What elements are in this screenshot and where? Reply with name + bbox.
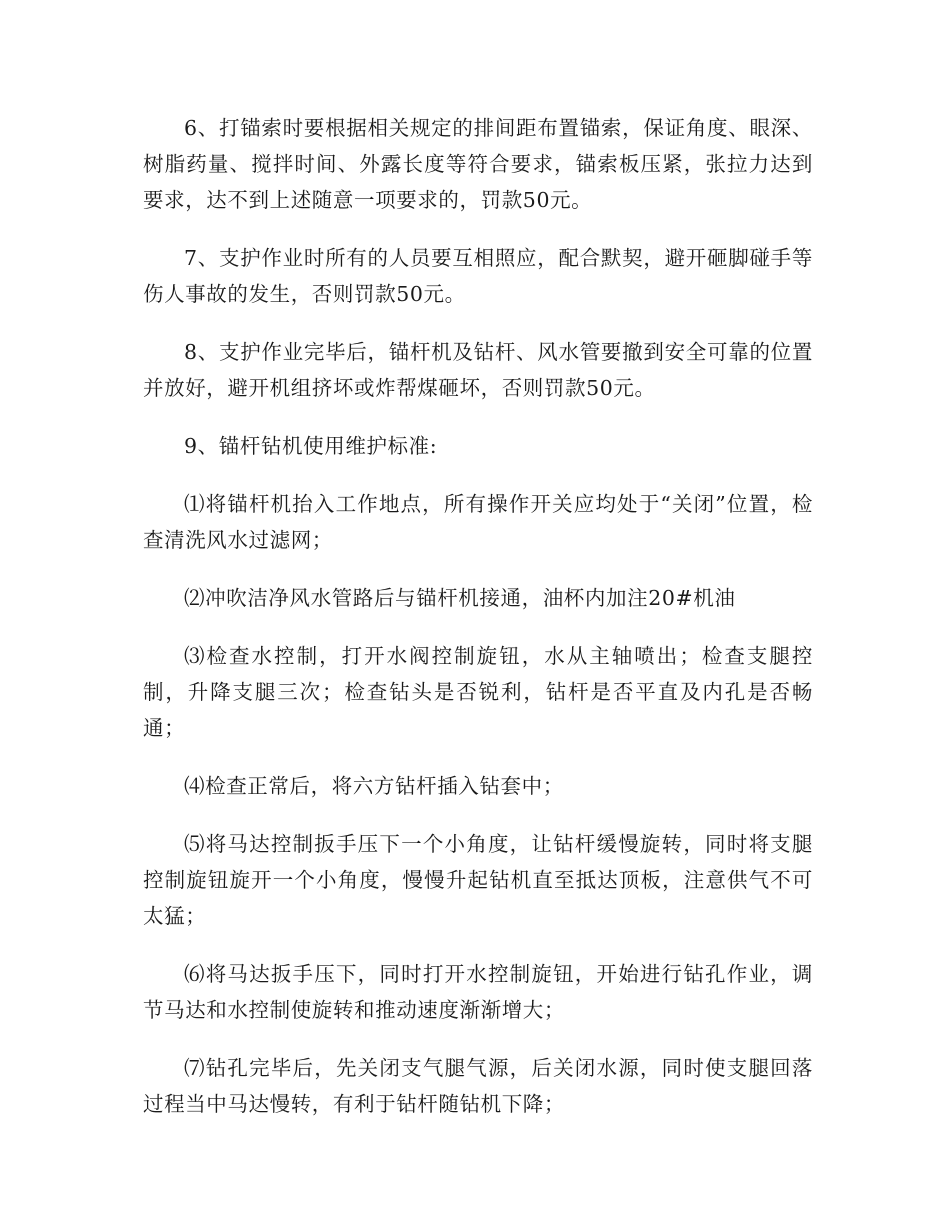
paragraph-step-7: ⑺钻孔完毕后，先关闭支气腿气源，后关闭水源，同时使支腿回落过程当中马达慢转，有利于钻杆随钻机下降； — [143, 1056, 813, 1116]
document-body — [143, 110, 813, 1144]
paragraph-step-4: ⑷检查正常后，将六方钻杆插入钻套中； — [184, 774, 564, 798]
paragraph-item-6: 6、打锚索时要根据相关规定的排间距布置锚索，保证角度、眼深、树脂药量、搅拌时间、外露长度等符合要求，锚索板压紧，张拉力达到要求，达不到上述随意一项要求的，罚款50元。 — [143, 116, 813, 212]
paragraph-step-5: ⑸将马达控制扳手压下一个小角度，让钻杆缓慢旋转，同时将支腿控制旋钮旋开一个小角度，慢慢升起钻机直至抵达顶板，注意供气不可太猛； — [143, 832, 813, 928]
paragraph-item-8: 8、支护作业完毕后，锚杆机及钻杆、风水管要撤到安全可靠的位置并放好，避开机组挤坏或炸帮煤砸坏，否则罚款50元。 — [143, 340, 813, 400]
paragraph-step-3: ⑶检查水控制，打开水阀控制旋钮，水从主轴喷出；检查支腿控制，升降支腿三次；检查钻头是否锐利，钻杆是否平直及内孔是否畅通； — [143, 644, 813, 740]
paragraph-step-1: ⑴将锚杆机抬入工作地点，所有操作开关应均处于“关闭”位置，检查清洗风水过滤网； — [143, 492, 813, 552]
paragraph-step-6: ⑹将马达扳手压下，同时打开水控制旋钮，开始进行钻孔作业，调节马达和水控制使旋转和推动速度渐渐增大； — [143, 962, 813, 1022]
paragraph-item-7: 7、支护作业时所有的人员要互相照应，配合默契，避开砸脚碰手等伤人事故的发生，否则罚款50元。 — [143, 246, 813, 306]
paragraph-item-9-heading: 9、锚杆钻机使用维护标准: — [184, 434, 438, 458]
paragraph-step-2: ⑵冲吹洁净风水管路后与锚杆机接通，油杯内加注20#机油 — [184, 586, 736, 610]
